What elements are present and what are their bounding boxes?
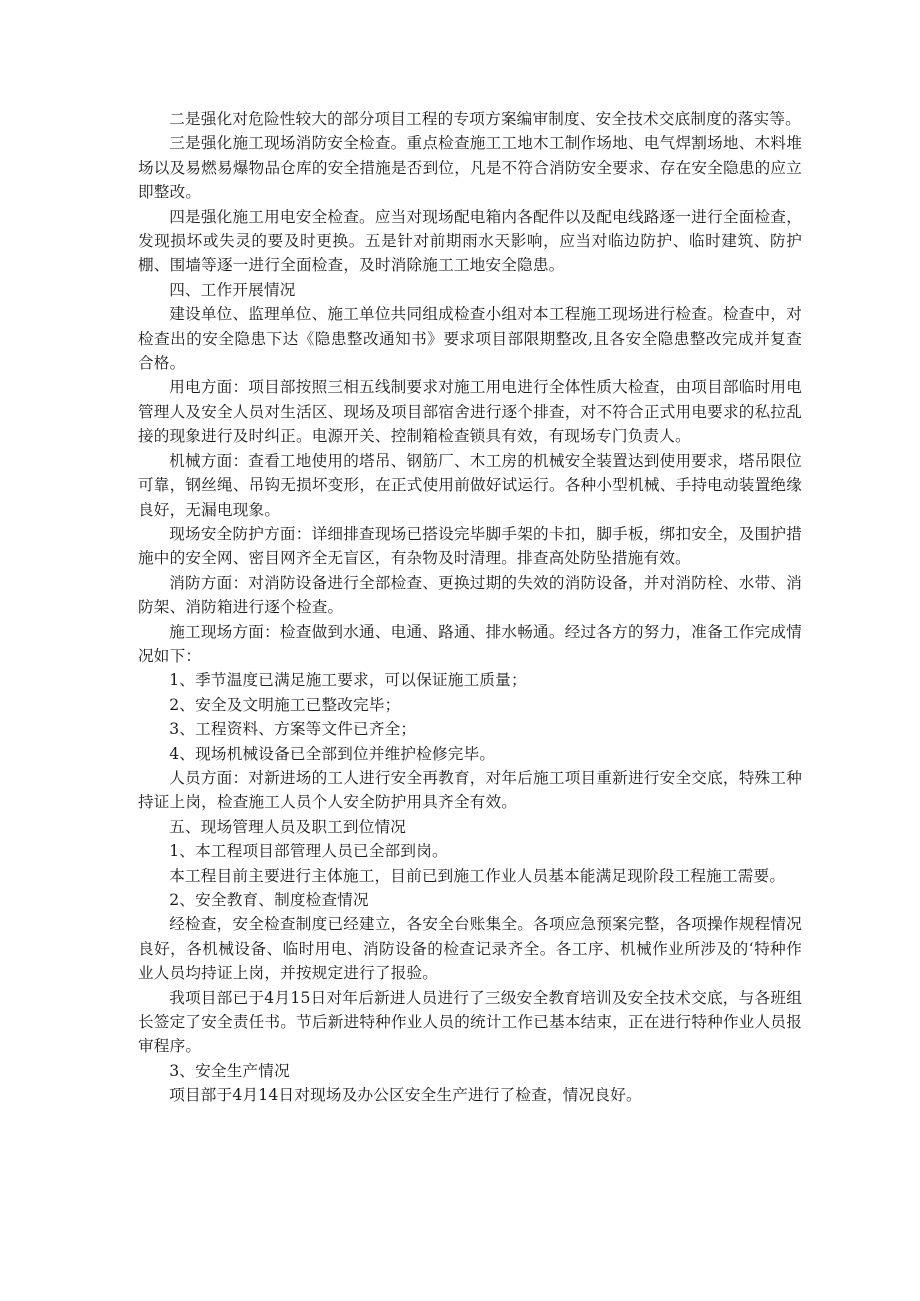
list-item: 3、工程资料、方案等文件已齐全； xyxy=(169,720,417,739)
paragraph: 机械方面：查看工地使用的塔吊、钢筋厂、木工房的机械安全装置达到使用要求，塔吊限位可靠，钢丝绳、吊钩无损坏变形，在正式使用前做好试运行。各种小型机械、手持电动装置绝缘良好，无漏电现象。 xyxy=(138,451,802,519)
subsection-heading: 3、安全生产情况 xyxy=(169,1061,290,1080)
list-item: 4、现场机械设备已全部到位并维护检修完毕。 xyxy=(169,744,496,763)
paragraph: 用电方面：项目部按照三相五线制要求对施工用电进行全体性质大检查，由项目部临时用电管理人及安全人员对生活区、现场及项目部宿舍进行逐个排查，对不符合正式用电要求的私拉乱接的现象进行及时纠正。电源开关、控制箱检查锁具有效，有现场专门负责人。 xyxy=(138,378,802,446)
paragraph: 经检查，安全检查制度已经建立，各安全台账集全。各项应急预案完整，各项操作规程情况良好，各机械设备、临时用电、消防设备的检查记录齐全。各工序、机械作业所涉及的‘特种作业人员均持证上岗，并按规定进行了报验。 xyxy=(138,915,802,983)
paragraph: 四是强化施工用电安全检查。应当对现场配电箱内各配件以及配电线路逐一进行全面检查，发现损坏或失灵的要及时更换。五是针对前期雨水天影响，应当对临边防护、临时建筑、防护棚、围墙等逐一进行全面检查，及时消除施工工地安全隐患。 xyxy=(138,207,802,275)
paragraph: 人员方面：对新进场的工人进行安全再教育，对年后施工项目重新进行安全交底，特殊工种持证上岗，检查施工人员个人安全防护用具齐全有效。 xyxy=(138,768,802,812)
paragraph: 项目部于4月14日对现场及办公区安全生产进行了检查，情况良好。 xyxy=(169,1086,642,1105)
paragraph: 我项目部已于4月15日对年后新进人员进行了三级安全教育培训及安全技术交底，与各班组长签定了安全责任书。节后新进特种作业人员的统计工作已基本结束，正在进行特种作业人员报审程序。 xyxy=(138,988,802,1056)
section-heading: 四、工作开展情况 xyxy=(169,280,296,299)
paragraph: 消防方面：对消防设备进行全部检查、更换过期的失效的消防设备，并对消防栓、水带、消防架、消防箱进行逐个检查。 xyxy=(138,573,802,617)
paragraph: 二是强化对危险性较大的部分项目工程的专项方案编审制度、安全技术交底制度的落实等。 xyxy=(169,110,801,128)
section-heading: 五、现场管理人员及职工到位情况 xyxy=(169,817,407,836)
document-body xyxy=(138,107,802,1108)
paragraph: 施工现场方面：检查做到水通、电通、路通、排水畅通。经过各方的努力，准备工作完成情况如下： xyxy=(138,622,802,665)
subsection-heading: 2、安全教育、制度检查情况 xyxy=(169,891,369,909)
paragraph: 三是强化施工现场消防安全检查。重点检查施工工地木工制作场地、电气焊割场地、木料堆场以及易燃易爆物品仓库的安全措施是否到位，凡是不符合消防安全要求、存在安全隐患的应立即整改。 xyxy=(138,134,802,202)
paragraph: 建设单位、监理单位、施工单位共同组成检查小组对本工程施工现场进行检查。检查中，对检查出的安全隐患下达《隐患整改通知书》要求项目部限期整改,且各安全隐患整改完成并复查合格。 xyxy=(138,305,802,373)
subsection-heading: 1、本工程项目部管理人员已全部到岗。 xyxy=(169,842,448,861)
list-item: 2、安全及文明施工已整改完毕； xyxy=(169,695,401,714)
paragraph: 现场安全防护方面：详细排查现场已搭设完毕脚手架的卡扣，脚手板，绑扣安全，及围护措施中的安全网、密目网齐全无盲区，有杂物及时清理。排查高处防坠措施有效。 xyxy=(138,524,802,568)
list-item: 1、季节温度已满足施工要求，可以保证施工质量； xyxy=(169,671,527,690)
paragraph: 本工程目前主要进行主体施工，目前已到施工作业人员基本能满足现阶段工程施工需要。 xyxy=(169,866,786,885)
